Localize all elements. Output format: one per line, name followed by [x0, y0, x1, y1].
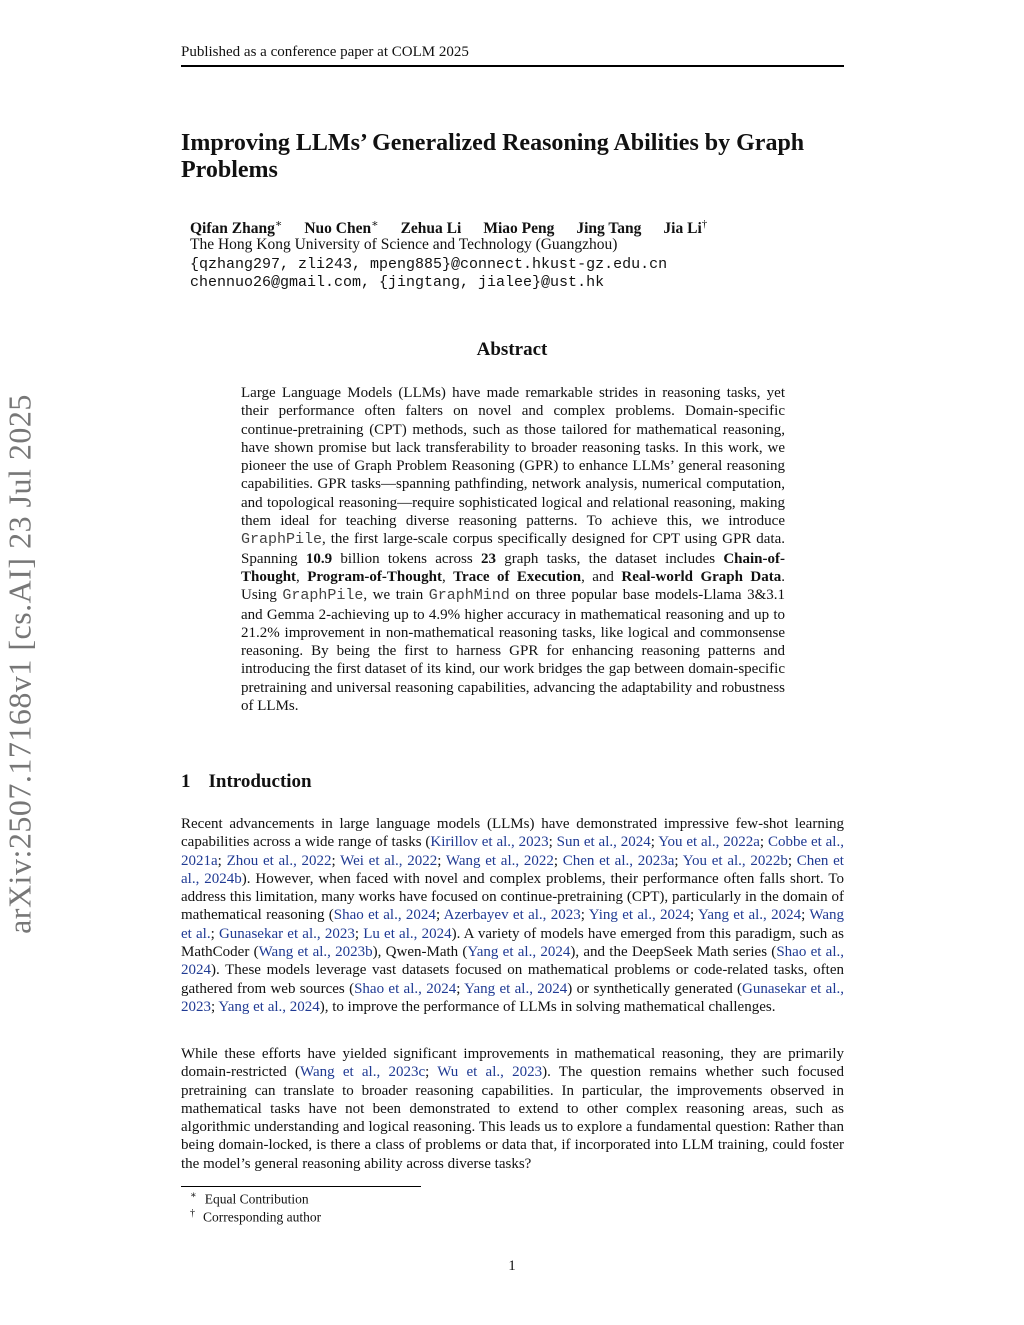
- text-run: ;: [210, 925, 219, 942]
- citation-link[interactable]: Yang et al., 2024: [218, 998, 320, 1015]
- author-list: [190, 217, 729, 238]
- author-name: Jing Tang: [576, 220, 642, 238]
- author-emails-line-2: chennuo26@gmail.com, {jingtang, jialee}@ust.hk: [190, 274, 605, 291]
- footnote-rule: [181, 1186, 421, 1187]
- text-run: graph tasks, the dataset includes: [495, 550, 724, 567]
- section-heading-introduction: [181, 771, 312, 793]
- citation-link[interactable]: Chen et al., 2023a: [562, 852, 675, 869]
- citation-link[interactable]: Shao et al., 2024: [333, 907, 436, 924]
- citation-link[interactable]: Yang et al., 2024: [464, 980, 568, 997]
- text-run: While these efforts have yielded significant improvements in mathematical reasoning, they are primarily domain-restricted (: [181, 1046, 844, 1081]
- citation-link[interactable]: Wang et al.: [181, 907, 844, 942]
- text-run: ;: [456, 980, 465, 997]
- citation-link[interactable]: Ying et al., 2024: [588, 907, 691, 924]
- citation-link[interactable]: Lu et al., 2024: [363, 925, 452, 942]
- footnote-text: Corresponding author: [203, 1209, 322, 1225]
- section-number: 1: [181, 771, 191, 792]
- footnote-equal-contribution: [190, 1190, 309, 1208]
- code-name: GraphPile: [241, 531, 323, 549]
- emphasized-text: Chain-of-Thought: [241, 550, 785, 585]
- citation-link[interactable]: Zhou et al., 2022: [226, 852, 332, 869]
- author-name: Miao Peng: [483, 220, 555, 238]
- affiliation: The Hong Kong University of Science and Technology (Guangzhou): [190, 236, 618, 253]
- text-run: on three popular base models-Llama 3&3.1 and Gemma 2-achieving up to 4.9% higher accuracy in mathematical reasoning and up to 21.2% improvement in non-mathematical reasoning tasks, like logical and commonsense reasoning. By being the first to harness GPR for enhancing reasoning patterns and introducing the first dataset of its kind, our work bridges the gap between domain-specific pretraining and universal reasoning capabilities, advancing the adaptability and robustness of LLMs.: [241, 587, 785, 715]
- citation-link[interactable]: Wang et al., 2023b: [258, 944, 373, 961]
- intro-paragraph-1: [181, 815, 844, 1016]
- author-mark: ∗: [274, 218, 283, 230]
- header-rule: [181, 65, 844, 67]
- footnote-text: Equal Contribution: [204, 1191, 309, 1207]
- text-run: , we train: [363, 587, 429, 604]
- text-run: ). These models leverage vast datasets focused on mathematical problems or code-related tasks, often gathered from web sources (: [181, 962, 844, 997]
- text-run: billion tokens across: [332, 550, 481, 567]
- text-run: ;: [354, 925, 364, 942]
- citation-link[interactable]: Wu et al., 2023: [437, 1064, 543, 1081]
- text-run: ;: [787, 852, 797, 869]
- citation-link[interactable]: Shao et al., 2024: [354, 980, 457, 997]
- page-number: 1: [508, 1258, 516, 1274]
- running-header: Published as a conference paper at COLM 2025: [181, 44, 469, 60]
- citation-link[interactable]: Wang et al., 2022: [445, 852, 554, 869]
- text-run: ). However, when faced with novel and complex problems, their performance often falls short. To address this limitation, many works have focused on continue-pretraining (CPT), particularly in the domain of mathematical reasoning (: [181, 870, 845, 924]
- author-name: Jia Li†: [663, 218, 708, 238]
- text-run: Large Language Models (LLMs) have made remarkable strides in reasoning tasks, yet their performance often falters on novel and complex problems. Domain-specific continue-pretraining (CPT) methods, such as those tailored for mathematical reasoning, have shown promise but lack transferability to broader reasoning tasks. In this work, we pioneer the use of Graph Problem Reasoning (GPR) to enhance LLMs’ general reasoning capabilities. GPR tasks—spanning pathfinding, network analysis, numerical computation, and topological reasoning—require sophisticated logical and relational reasoning, making them ideal for teaching diverse reasoning patterns. To achieve this, we introduce: [241, 385, 785, 530]
- citation-link[interactable]: Sun et al., 2024: [556, 834, 651, 851]
- citation-link[interactable]: Gunasekar et al., 2023: [218, 925, 355, 942]
- text-run: ). A variety of models have emerged from this paradigm, such as MathCoder (: [181, 925, 844, 961]
- citation-link[interactable]: Yang et al., 2024: [467, 944, 571, 961]
- citation-link[interactable]: Wei et al., 2022: [340, 852, 438, 869]
- text-run: ;: [759, 834, 768, 851]
- author-name: Zehua Li: [400, 220, 462, 238]
- text-run: ), to improve the performance of LLMs in solving mathematical challenges.: [319, 998, 776, 1015]
- text-run: ;: [211, 998, 219, 1015]
- section-title: Introduction: [208, 771, 312, 792]
- text-run: ). The question remains whether such focused pretraining can translate to broader reasoning capabilities. In particular, the improvements observed in mathematical tasks have not been demonstrated to extend to other complex reasoning areas, such as algorithmic understanding and logical reasoning. This leads us to explore a fundamental question: Rather than being domain-locked, is there a class of problems or data that, if incorporated into LLM training, could foster the model’s general reasoning ability across diverse tasks?: [181, 1064, 844, 1172]
- text-run: ;: [217, 852, 227, 869]
- text-run: ;: [435, 907, 444, 924]
- citation-link[interactable]: Azerbayev et al., 2023: [443, 907, 581, 924]
- text-run: ;: [674, 852, 683, 869]
- text-run: Recent advancements in large language models (LLMs) have demonstrated impressive few-shot learning capabilities across a wide range of tasks (: [181, 816, 844, 851]
- abstract-heading: Abstract: [476, 339, 548, 360]
- text-run: ;: [553, 852, 563, 869]
- text-run: ;: [331, 852, 341, 869]
- citation-link[interactable]: Yang et al., 2024: [697, 907, 802, 924]
- author-name: Nuo Chen∗: [304, 218, 379, 238]
- emphasized-text: Program-of-Thought: [307, 568, 442, 585]
- code-name: GraphMind: [428, 587, 510, 605]
- text-run: ;: [690, 907, 698, 924]
- text-run: ,: [296, 568, 308, 585]
- paper-title: Improving LLMs’ Generalized Reasoning Abilities by Graph Problems: [181, 130, 805, 183]
- emphasized-text: 23: [480, 550, 496, 567]
- author-name: Qifan Zhang∗: [190, 218, 283, 238]
- text-run: ), Qwen-Math (: [372, 944, 468, 961]
- text-run: ), and the DeepSeek Math series (: [570, 944, 777, 961]
- citation-link[interactable]: Wang et al., 2023c: [300, 1064, 426, 1081]
- citation-link[interactable]: Shao et al., 2024: [181, 944, 844, 979]
- emphasized-text: Trace of Execution: [453, 568, 582, 585]
- citation-link[interactable]: Cobbe et al., 2021a: [181, 834, 844, 869]
- text-run: , the first large-scale corpus specifically designed for CPT using GPR data. Spanning: [241, 531, 785, 567]
- text-run: ) or synthetically generated (: [567, 980, 743, 997]
- emphasized-text: Real-world Graph Data: [621, 568, 782, 585]
- footnote-mark: †: [190, 1208, 195, 1219]
- citation-link[interactable]: You et al., 2022a: [658, 834, 760, 851]
- footnote-mark: ∗: [190, 1190, 197, 1201]
- code-name: GraphPile: [282, 587, 364, 605]
- footnote-corresponding-author: [190, 1208, 321, 1226]
- intro-paragraph-2: [181, 1045, 844, 1173]
- text-run: ;: [437, 852, 446, 869]
- citation-link[interactable]: Kirillov et al., 2023: [430, 834, 549, 851]
- text-run: ;: [425, 1064, 438, 1081]
- citation-link[interactable]: Gunasekar et al., 2023: [181, 980, 844, 1015]
- author-mark: †: [701, 218, 708, 230]
- text-run: ;: [580, 907, 589, 924]
- arxiv-identifier-text: arXiv:2507.17168v1 [cs.AI] 23 Jul 2025: [1, 394, 38, 934]
- text-run: ,: [441, 568, 454, 585]
- author-emails-line-1: {qzhang297, zli243, mpeng885}@connect.hkust-gz.edu.cn: [190, 256, 668, 273]
- text-run: ;: [801, 907, 810, 924]
- text-run: . Using: [241, 568, 786, 604]
- text-run: , and: [581, 568, 622, 585]
- author-mark: ∗: [371, 218, 379, 230]
- text-run: ;: [548, 834, 557, 851]
- text-run: ;: [650, 834, 659, 851]
- emphasized-text: 10.9: [305, 550, 333, 567]
- citation-link[interactable]: Chen et al., 2024b: [181, 852, 844, 887]
- abstract-body: [241, 384, 785, 715]
- citation-link[interactable]: You et al., 2022b: [682, 852, 788, 869]
